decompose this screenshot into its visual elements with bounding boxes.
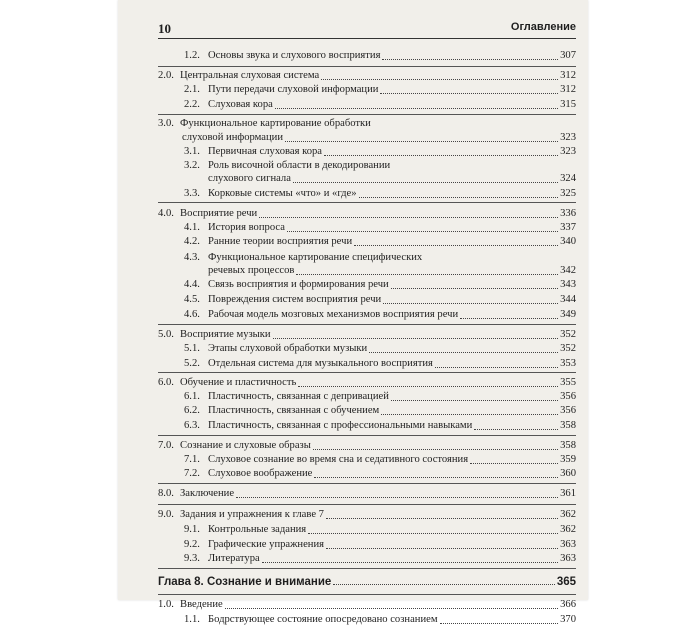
toc-entry: 4.1. История вопроса 337 [184,222,576,233]
toc-entry: 7.1. Слуховое сознание во время сна и седативного состояния 359 [184,454,576,465]
toc-entry: 2.0. Центральная слуховая система 312 [158,70,576,81]
toc-entry: 9.0. Задания и упражнения к главе 7 362 [158,509,576,520]
toc-entry: 4.5. Повреждения систем восприятия речи 344 [184,294,576,305]
page-header [158,18,576,39]
book-page [118,0,588,625]
section-divider [158,372,576,373]
toc-entry: 4.0. Восприятие речи 336 [158,208,576,219]
toc-entry: 8.0. Заключение 361 [158,488,576,499]
toc-entry: 7.2. Слуховое воображение 360 [184,468,576,479]
toc-entry: 4.4. Связь восприятия и формирования речи 343 [184,279,576,290]
toc-entry: 9.1. Контрольные задания 362 [184,524,576,535]
toc-entry: 9.2. Графические упражнения 363 [184,539,576,550]
toc-entry: 3.3. Корковые системы «что» и «где» 325 [184,188,576,199]
toc-entry: 3.1. Первичная слуховая кора 323 [184,146,576,157]
chapter-heading: Глава 8. Сознание и внимание 365 [158,576,576,588]
toc-entry-continued: слухового сигнала 324 [208,173,576,184]
toc-entry-continued: речевых процессов 342 [208,265,576,276]
toc-entry: 1.1. Бодрствующее состояние опосредовано сознанием 370 [184,614,576,625]
toc-entry: 4.2. Ранние теории восприятия речи 340 [184,236,576,247]
toc-entry: 9.3. Литература 363 [184,553,576,564]
toc-entry: 6.0. Обучение и пластичность 355 [158,377,576,388]
toc-entry: 3.0. Функциональное картирование обработки [158,118,371,129]
section-divider [158,568,576,569]
toc-entry: 2.1. Пути передачи слуховой информации 312 [184,84,576,95]
toc-entry: 5.0. Восприятие музыки 352 [158,329,576,340]
section-divider [158,483,576,484]
section-title: Оглавление [510,21,576,33]
toc-entry-continued: слуховой информации 323 [182,132,576,143]
toc-entry: 3.2. Роль височной области в декодировании [184,160,391,171]
section-divider [158,594,576,595]
page-number: 10 [158,21,171,36]
toc-entry: 5.1. Этапы слуховой обработки музыки 352 [184,343,576,354]
section-divider [158,504,576,505]
toc-entry: 1.2. Основы звука и слухового восприятия 307 [184,50,576,61]
section-divider [158,114,576,115]
section-divider [158,324,576,325]
toc-entry: 6.2. Пластичность, связанная с обучением 356 [184,405,576,416]
section-divider [158,435,576,436]
toc-entry: 6.3. Пластичность, связанная с профессиональными навыками 358 [184,420,576,431]
toc-entry: 6.1. Пластичность, связанная с депривацией 356 [184,391,576,402]
section-divider [158,202,576,203]
toc-entry: 4.3. Функциональное картирование специфических [184,252,423,263]
toc-entry: 4.6. Рабочая модель мозговых механизмов восприятия речи 349 [184,309,576,320]
toc-entry: 5.2. Отдельная система для музыкального восприятия 353 [184,358,576,369]
section-divider [158,66,576,67]
toc-entry: 7.0. Сознание и слуховые образы 358 [158,440,576,451]
toc-entry: 2.2. Слуховая кора 315 [184,99,576,110]
toc-entry: 1.0. Введение 366 [158,599,576,610]
